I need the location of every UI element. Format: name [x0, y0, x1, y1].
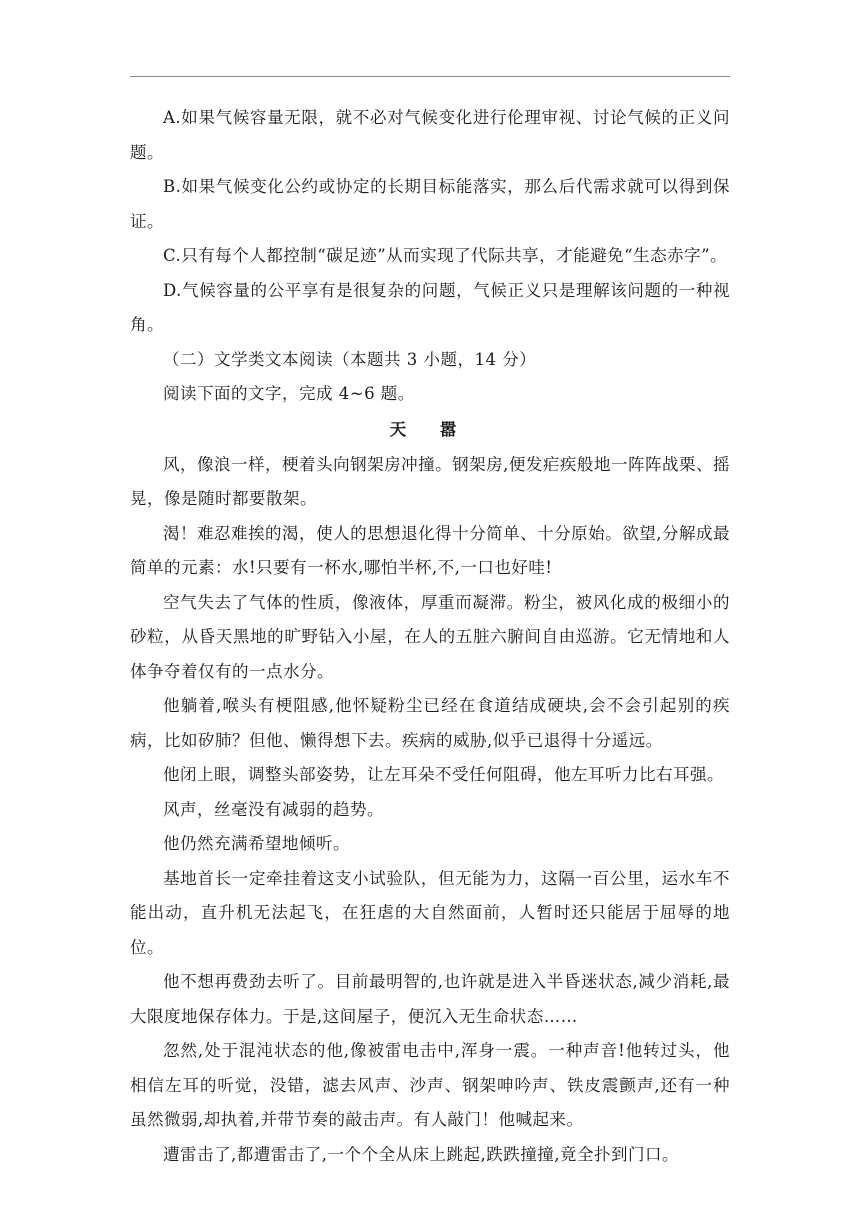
story-paragraph: 忽然,处于混沌状态的他,像被雷电击中,浑身一震。一种声音!他转过头，他相信左耳的听觉，没错，滤去风声、沙声、钢架呻吟声、铁皮震颤声,还有一种虽然微弱,却执着,并带节奏的敲击声。有人敲门！他喊起来。 [130, 1041, 730, 1129]
story-paragraph: 他不想再费劲去听了。目前最明智的,也许就是进入半昏迷状态,减少消耗,最大限度地保存体力。于是,这间屋子，便沉入无生命状态…… [130, 972, 730, 1026]
story-paragraph: 他躺着,喉头有梗阻感,他怀疑粉尘已经在食道结成硬块,会不会引起别的疾病，比如矽肺？但他、懒得想下去。疾病的威胁,似乎已退得十分遥远。 [130, 696, 730, 750]
option-b: B.如果气候变化公约或协定的长期目标能落实，那么后代需求就可以得到保证。 [130, 177, 730, 231]
story-paragraph: 他闭上眼，调整头部姿势，让左耳朵不受任何阻碍，他左耳听力比右耳强。 [163, 765, 724, 784]
story-paragraph: 空气失去了气体的性质，像液体，厚重而凝滞。粉尘，被风化成的极细小的砂粒，从昏天黑地的旷野钻入小屋，在人的五脏六腑间自由巡游。它无情地和人体争夺着仅有的一点水分。 [130, 592, 730, 681]
story-paragraph: 渴！难忍难挨的渴，使人的思想退化得十分简单、十分原始。欲望,分解成最简单的元素：水!只要有一杯水,哪怕半杯,不,一口也好哇! [130, 523, 730, 577]
story-paragraph: 风声，丝毫没有减弱的趋势。 [163, 799, 384, 819]
story-paragraph: 风，像浪一样，梗着头向钢架房冲撞。钢架房,便发疟疾般地一阵阵战栗、摇晃，像是随时都要散架。 [130, 454, 730, 508]
story-paragraph: 遭雷击了,都遭雷击了,一个个全从床上跳起,跌跌撞撞,竟全扑到门口。 [163, 1144, 679, 1164]
reading-instruction: 阅读下面的文字，完成 4~6 题。 [163, 384, 415, 403]
option-d: D.气候容量的公平享有是很复杂的问题，气候正义只是理解该问题的一种视角。 [130, 280, 730, 334]
section-heading: （二）文学类文本阅读（本题共 3 小题，14 分） [163, 349, 537, 369]
option-c: C.只有每个人都控制“碳足迹”从而实现了代际共享，才能避免“生态赤字”。 [163, 246, 728, 265]
document-body [130, 101, 730, 1172]
header-rule [130, 76, 730, 77]
story-title: 天 嚣 [389, 419, 471, 439]
option-a: A.如果气候容量无限，就不必对气候变化进行伦理审视、讨论气候的正义问题。 [130, 108, 730, 162]
story-paragraph: 他仍然充满希望地倾听。 [163, 834, 350, 853]
story-paragraph: 基地首长一定牵挂着这支小试验队，但无能为力，这隔一百公里，运水车不能出动，直升机无法起飞，在狂虐的大自然面前，人暂时还只能居于屈辱的地位。 [130, 868, 730, 957]
